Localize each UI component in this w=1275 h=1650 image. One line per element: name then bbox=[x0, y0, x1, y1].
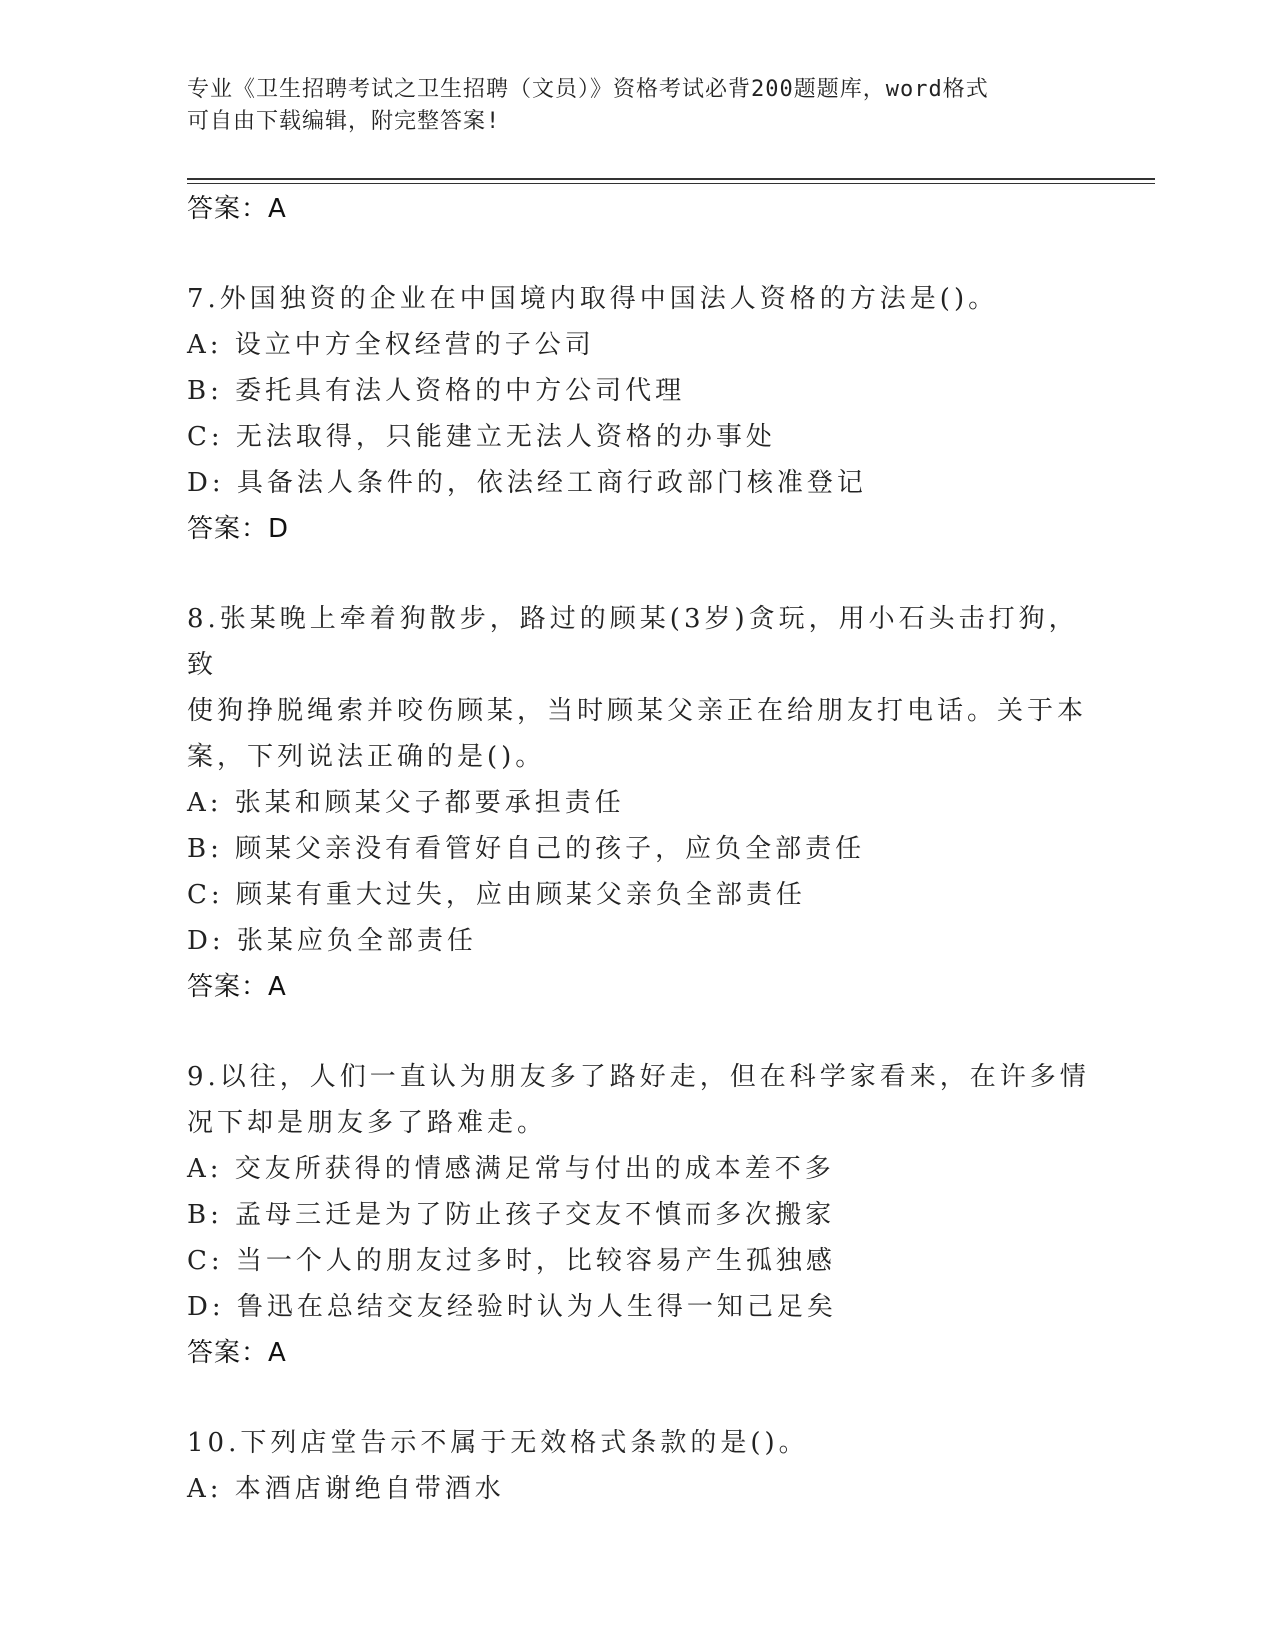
option-c: C: 当一个人的朋友过多时，比较容易产生孤独感 bbox=[187, 1246, 836, 1276]
page-header bbox=[187, 74, 1087, 138]
option-a: A: 设立中方全权经营的子公司 bbox=[187, 330, 595, 360]
option-c: C: 顾某有重大过失，应由顾某父亲负全部责任 bbox=[187, 880, 806, 910]
answer-label: 答案：D bbox=[187, 514, 290, 544]
spacer bbox=[187, 232, 1107, 276]
answer-label: 答案：A bbox=[187, 194, 287, 224]
option-a: A: 张某和顾某父子都要承担责任 bbox=[187, 788, 625, 818]
question-stem: 8.张某晚上牵着狗散步，路过的顾某(3岁)贪玩，用小石头击打狗，致 bbox=[187, 604, 1079, 680]
option-a: A: 交友所获得的情感满足常与付出的成本差不多 bbox=[187, 1154, 835, 1184]
spacer bbox=[187, 552, 1107, 596]
header-line-1: 专业《卫生招聘考试之卫生招聘（文员）》资格考试必背200题题库，word格式 bbox=[187, 77, 989, 102]
header-rule-secondary bbox=[187, 183, 1155, 184]
question-item bbox=[187, 276, 1107, 552]
answer-label: 答案：A bbox=[187, 972, 287, 1002]
question-stem: 9.以往，人们一直认为朋友多了路好走，但在科学家看来，在许多情 bbox=[187, 1062, 1090, 1092]
question-item bbox=[187, 596, 1107, 1010]
option-b: B: 顾某父亲没有看管好自己的孩子，应负全部责任 bbox=[187, 834, 866, 864]
option-a: A: 本酒店谢绝自带酒水 bbox=[187, 1474, 505, 1504]
option-b: B: 委托具有法人资格的中方公司代理 bbox=[187, 376, 686, 406]
option-c: C: 无法取得，只能建立无法人资格的办事处 bbox=[187, 422, 776, 452]
question-stem: 10.下列店堂告示不属于无效格式条款的是()。 bbox=[187, 1428, 809, 1458]
spacer bbox=[187, 1376, 1107, 1420]
spacer bbox=[187, 1010, 1107, 1054]
option-d: D: 张某应负全部责任 bbox=[187, 926, 477, 956]
option-d: D: 具备法人条件的，依法经工商行政部门核准登记 bbox=[187, 468, 867, 498]
answer-label: 答案：A bbox=[187, 1338, 287, 1368]
question-stem: 使狗挣脱绳索并咬伤顾某，当时顾某父亲正在给朋友打电话。关于本 bbox=[187, 696, 1088, 726]
option-d: D: 鲁迅在总结交友经验时认为人生得一知己足矣 bbox=[187, 1292, 837, 1322]
question-stem: 7.外国独资的企业在中国境内取得中国法人资格的方法是()。 bbox=[187, 284, 999, 314]
question-stem: 案，下列说法正确的是()。 bbox=[187, 742, 546, 772]
header-line-2: 可自由下载编辑，附完整答案! bbox=[187, 109, 501, 134]
question-item bbox=[187, 1054, 1107, 1376]
question-stem: 况下却是朋友多了路难走。 bbox=[187, 1108, 548, 1138]
question-item bbox=[187, 1420, 1107, 1512]
header-rule bbox=[187, 178, 1155, 180]
question-list bbox=[187, 186, 1107, 1512]
option-b: B: 孟母三迁是为了防止孩子交友不慎而多次搬家 bbox=[187, 1200, 836, 1230]
